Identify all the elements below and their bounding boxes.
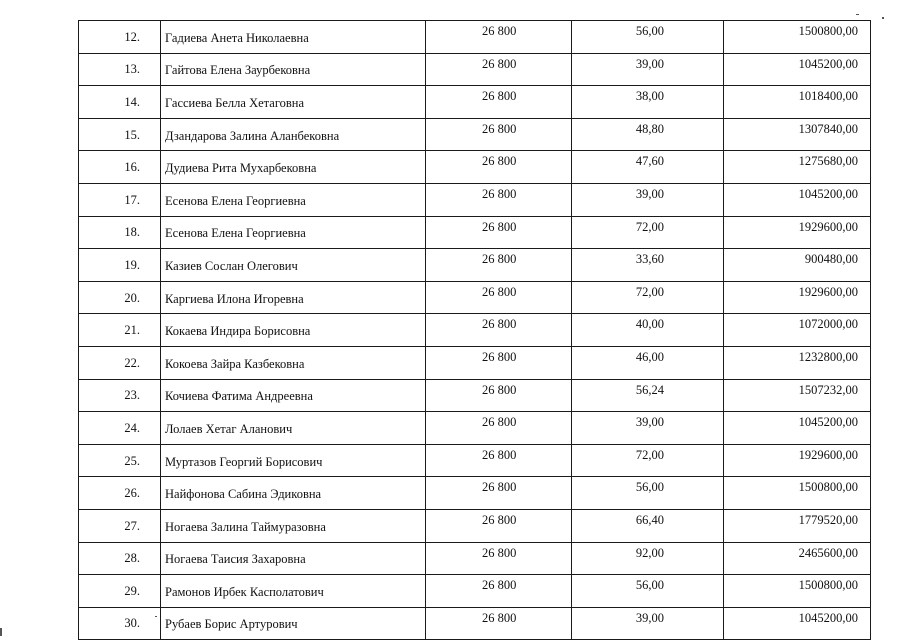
table-row xyxy=(79,314,871,347)
person-name: Кокоева Зайра Казбековна xyxy=(161,346,426,379)
registry-table xyxy=(78,20,871,640)
area-value: 92,00 xyxy=(572,542,724,575)
area-value: 56,00 xyxy=(572,575,724,608)
person-name: Дудиева Рита Мухарбековна xyxy=(161,151,426,184)
total-amount: 900480,00 xyxy=(724,249,871,282)
person-name: Муртазов Георгий Борисович xyxy=(161,444,426,477)
person-name: Рубаев Борис Артурович xyxy=(161,607,426,640)
area-value: 46,00 xyxy=(572,346,724,379)
area-value: 39,00 xyxy=(572,183,724,216)
price-per-unit: 26 800 xyxy=(426,281,572,314)
row-number: 12. xyxy=(79,21,161,54)
price-per-unit: 26 800 xyxy=(426,412,572,445)
total-amount: 1507232,00 xyxy=(724,379,871,412)
scan-speck xyxy=(0,628,2,636)
total-amount: 1018400,00 xyxy=(724,86,871,119)
scan-speck xyxy=(882,17,884,19)
table-row xyxy=(79,542,871,575)
row-number: 17. xyxy=(79,183,161,216)
row-number: 14. xyxy=(79,86,161,119)
price-per-unit: 26 800 xyxy=(426,118,572,151)
row-number: 24. xyxy=(79,412,161,445)
area-value: 39,00 xyxy=(572,607,724,640)
row-number: 23. xyxy=(79,379,161,412)
table-row xyxy=(79,216,871,249)
row-number: 15. xyxy=(79,118,161,151)
total-amount: 1232800,00 xyxy=(724,346,871,379)
price-per-unit: 26 800 xyxy=(426,21,572,54)
row-number: 26. xyxy=(79,477,161,510)
person-name: Есенова Елена Георгиевна xyxy=(161,183,426,216)
area-value: 39,00 xyxy=(572,53,724,86)
table-row xyxy=(79,509,871,542)
total-amount: 1929600,00 xyxy=(724,281,871,314)
price-per-unit: 26 800 xyxy=(426,477,572,510)
price-per-unit: 26 800 xyxy=(426,151,572,184)
table-row xyxy=(79,249,871,282)
price-per-unit: 26 800 xyxy=(426,249,572,282)
price-per-unit: 26 800 xyxy=(426,53,572,86)
table-row xyxy=(79,281,871,314)
total-amount: 1929600,00 xyxy=(724,444,871,477)
table-row xyxy=(79,86,871,119)
row-number: 27. xyxy=(79,509,161,542)
row-number: 13. xyxy=(79,53,161,86)
area-value: 39,00 xyxy=(572,412,724,445)
row-number: 21. xyxy=(79,314,161,347)
row-number: 22. xyxy=(79,346,161,379)
row-number: 29. xyxy=(79,575,161,608)
area-value: 72,00 xyxy=(572,216,724,249)
person-name: Гассиева Белла Хетаговна xyxy=(161,86,426,119)
price-per-unit: 26 800 xyxy=(426,346,572,379)
person-name: Каргиева Илона Игоревна xyxy=(161,281,426,314)
area-value: 72,00 xyxy=(572,444,724,477)
price-per-unit: 26 800 xyxy=(426,183,572,216)
row-number: 16. xyxy=(79,151,161,184)
person-name: Лолаев Хетаг Аланович xyxy=(161,412,426,445)
total-amount: 1929600,00 xyxy=(724,216,871,249)
total-amount: 1045200,00 xyxy=(724,412,871,445)
row-number: 30. xyxy=(79,607,161,640)
table-row xyxy=(79,607,871,640)
area-value: 72,00 xyxy=(572,281,724,314)
area-value: 56,00 xyxy=(572,477,724,510)
price-per-unit: 26 800 xyxy=(426,509,572,542)
person-name: Кочиева Фатима Андреевна xyxy=(161,379,426,412)
area-value: 56,00 xyxy=(572,21,724,54)
price-per-unit: 26 800 xyxy=(426,314,572,347)
row-number: 18. xyxy=(79,216,161,249)
table-row xyxy=(79,118,871,151)
total-amount: 1779520,00 xyxy=(724,509,871,542)
total-amount: 1045200,00 xyxy=(724,607,871,640)
area-value: 40,00 xyxy=(572,314,724,347)
area-value: 56,24 xyxy=(572,379,724,412)
area-value: 47,60 xyxy=(572,151,724,184)
row-number: 25. xyxy=(79,444,161,477)
total-amount: 1072000,00 xyxy=(724,314,871,347)
person-name: Казиев Сослан Олегович xyxy=(161,249,426,282)
total-amount: 1500800,00 xyxy=(724,575,871,608)
person-name: Дзандарова Залина Аланбековна xyxy=(161,118,426,151)
table-row xyxy=(79,575,871,608)
person-name: Кокаева Индира Борисовна xyxy=(161,314,426,347)
total-amount: 2465600,00 xyxy=(724,542,871,575)
price-per-unit: 26 800 xyxy=(426,379,572,412)
person-name: Гайтова Елена Заурбековна xyxy=(161,53,426,86)
total-amount: 1307840,00 xyxy=(724,118,871,151)
area-value: 48,80 xyxy=(572,118,724,151)
person-name: Есенова Елена Георгиевна xyxy=(161,216,426,249)
person-name: Гадиева Анета Николаевна xyxy=(161,21,426,54)
row-number: 20. xyxy=(79,281,161,314)
total-amount: 1045200,00 xyxy=(724,53,871,86)
price-per-unit: 26 800 xyxy=(426,542,572,575)
table-row xyxy=(79,412,871,445)
price-per-unit: 26 800 xyxy=(426,575,572,608)
row-number: 28. xyxy=(79,542,161,575)
price-per-unit: 26 800 xyxy=(426,216,572,249)
person-name: Найфонова Сабина Эдиковна xyxy=(161,477,426,510)
person-name: Ногаева Таисия Захаровна xyxy=(161,542,426,575)
price-per-unit: 26 800 xyxy=(426,86,572,119)
table-row xyxy=(79,379,871,412)
table-row xyxy=(79,183,871,216)
table-row xyxy=(79,21,871,54)
person-name: Рамонов Ирбек Касполатович xyxy=(161,575,426,608)
registry-table-body xyxy=(79,21,871,640)
total-amount: 1045200,00 xyxy=(724,183,871,216)
price-per-unit: 26 800 xyxy=(426,607,572,640)
scan-speck xyxy=(856,14,859,15)
person-name: Ногаева Залина Таймуразовна xyxy=(161,509,426,542)
total-amount: 1275680,00 xyxy=(724,151,871,184)
total-amount: 1500800,00 xyxy=(724,21,871,54)
table-row xyxy=(79,53,871,86)
total-amount: 1500800,00 xyxy=(724,477,871,510)
area-value: 66,40 xyxy=(572,509,724,542)
table-row xyxy=(79,444,871,477)
table-row xyxy=(79,346,871,379)
area-value: 33,60 xyxy=(572,249,724,282)
scan-speck xyxy=(155,616,157,617)
table-row xyxy=(79,151,871,184)
table-row xyxy=(79,477,871,510)
area-value: 38,00 xyxy=(572,86,724,119)
row-number: 19. xyxy=(79,249,161,282)
price-per-unit: 26 800 xyxy=(426,444,572,477)
